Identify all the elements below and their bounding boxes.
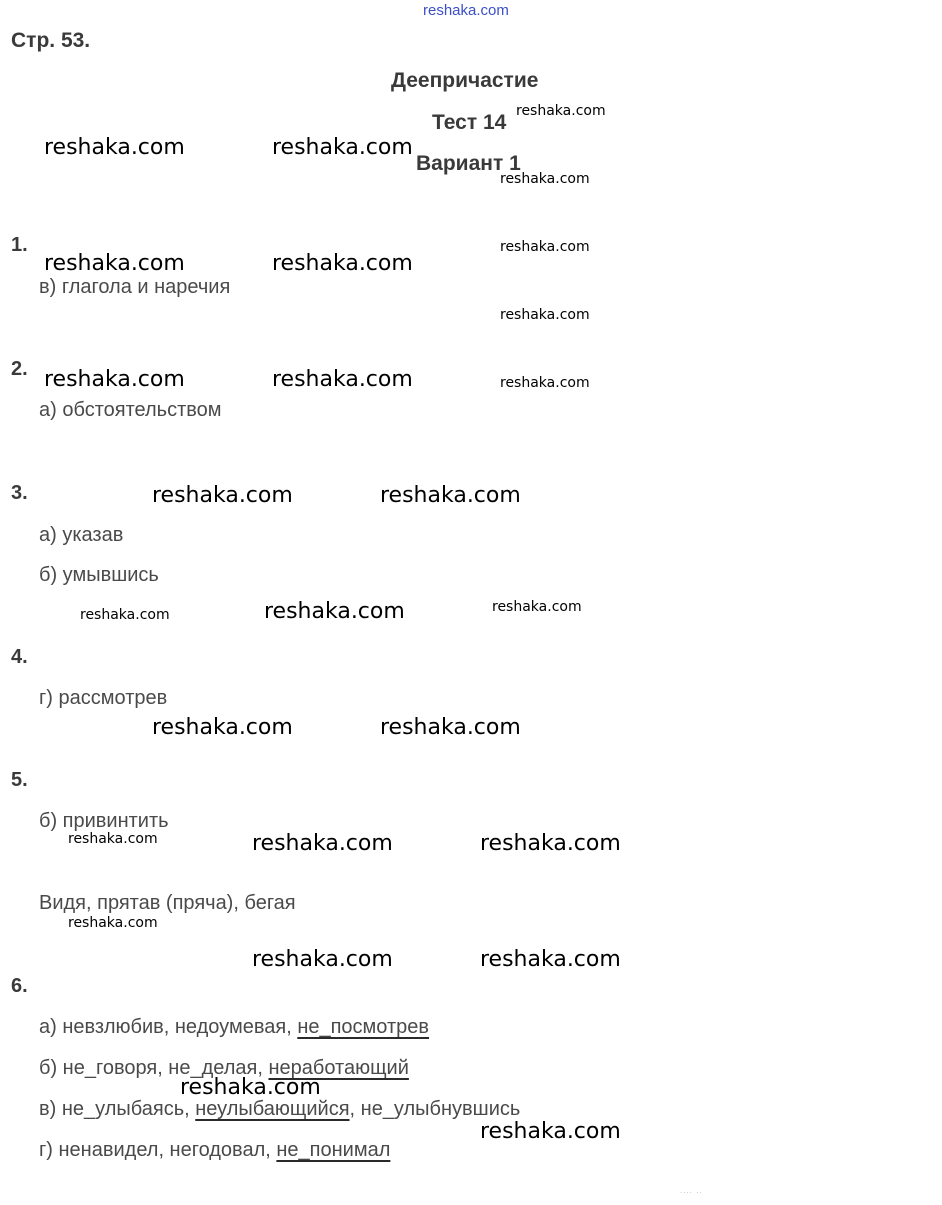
watermark: reshaka.com xyxy=(272,251,413,276)
answer-4: г) рассмотрев xyxy=(39,687,168,709)
watermark: reshaka.com xyxy=(68,915,158,931)
question-number-2: 2. xyxy=(11,358,28,380)
watermark: reshaka.com xyxy=(252,831,393,856)
site-header-link[interactable]: reshaka.com xyxy=(423,2,509,19)
watermark: reshaka.com xyxy=(500,239,590,255)
watermark: reshaka.com xyxy=(380,715,521,740)
page-number: Стр. 53. xyxy=(11,29,91,52)
watermark: reshaka.com xyxy=(44,135,185,160)
watermark: reshaka.com xyxy=(152,715,293,740)
watermark: reshaka.com xyxy=(80,607,170,623)
answer-5: б) привинтить xyxy=(39,810,169,832)
answer-5-forms: Видя, прятав (пряча), бегая xyxy=(39,892,296,914)
scan-artifact: .... .. xyxy=(680,1186,703,1195)
watermark: reshaka.com xyxy=(500,307,590,323)
watermark: reshaka.com xyxy=(500,375,590,391)
answer-6d-underlined: не_понимал xyxy=(276,1139,391,1161)
watermark: reshaka.com xyxy=(380,483,521,508)
question-number-4: 4. xyxy=(11,646,28,668)
watermark: reshaka.com xyxy=(68,831,158,847)
watermark: reshaka.com xyxy=(480,947,621,972)
watermark: reshaka.com xyxy=(252,947,393,972)
question-number-3: 3. xyxy=(11,482,28,504)
answer-2: а) обстоятельством xyxy=(39,399,222,421)
answer-6d-text: г) ненавидел, негодовал, xyxy=(39,1139,277,1161)
test-heading: Тест 14 xyxy=(432,111,507,134)
answer-3b: б) умывшись xyxy=(39,564,159,586)
answer-6c-rest: , не_улыбнувшись xyxy=(349,1098,521,1120)
watermark: reshaka.com xyxy=(44,251,185,276)
watermark: reshaka.com xyxy=(180,1075,321,1100)
watermark: reshaka.com xyxy=(516,103,606,119)
answer-6d xyxy=(39,1139,390,1162)
watermark: reshaka.com xyxy=(480,831,621,856)
watermark: reshaka.com xyxy=(480,1119,621,1144)
question-number-6: 6. xyxy=(11,975,28,997)
watermark: reshaka.com xyxy=(492,599,582,615)
answer-3a: а) указав xyxy=(39,524,124,546)
watermark: reshaka.com xyxy=(500,171,590,187)
watermark: reshaka.com xyxy=(264,599,405,624)
answer-6c-text: в) не_улыбаясь, xyxy=(39,1098,196,1120)
watermark: reshaka.com xyxy=(272,135,413,160)
answer-1: в) глагола и наречия xyxy=(39,276,231,298)
answer-6c-underlined: неулыбающийся xyxy=(195,1098,350,1120)
watermark: reshaka.com xyxy=(272,367,413,392)
answer-6b-underlined: неработающий xyxy=(268,1057,409,1079)
watermark: reshaka.com xyxy=(44,367,185,392)
question-number-1: 1. xyxy=(11,234,28,256)
answer-6a xyxy=(39,1016,429,1039)
answer-6c xyxy=(39,1098,520,1121)
answer-6a-underlined: не_посмотрев xyxy=(297,1016,430,1038)
variant-heading: Вариант 1 xyxy=(416,152,521,175)
answer-6b-text: б) не_говоря, не_делая, xyxy=(39,1057,269,1079)
topic-heading: Деепричастие xyxy=(391,69,539,92)
question-number-5: 5. xyxy=(11,769,28,791)
watermark: reshaka.com xyxy=(152,483,293,508)
answer-6a-text: а) невзлюбив, недоумевая, xyxy=(39,1016,298,1038)
